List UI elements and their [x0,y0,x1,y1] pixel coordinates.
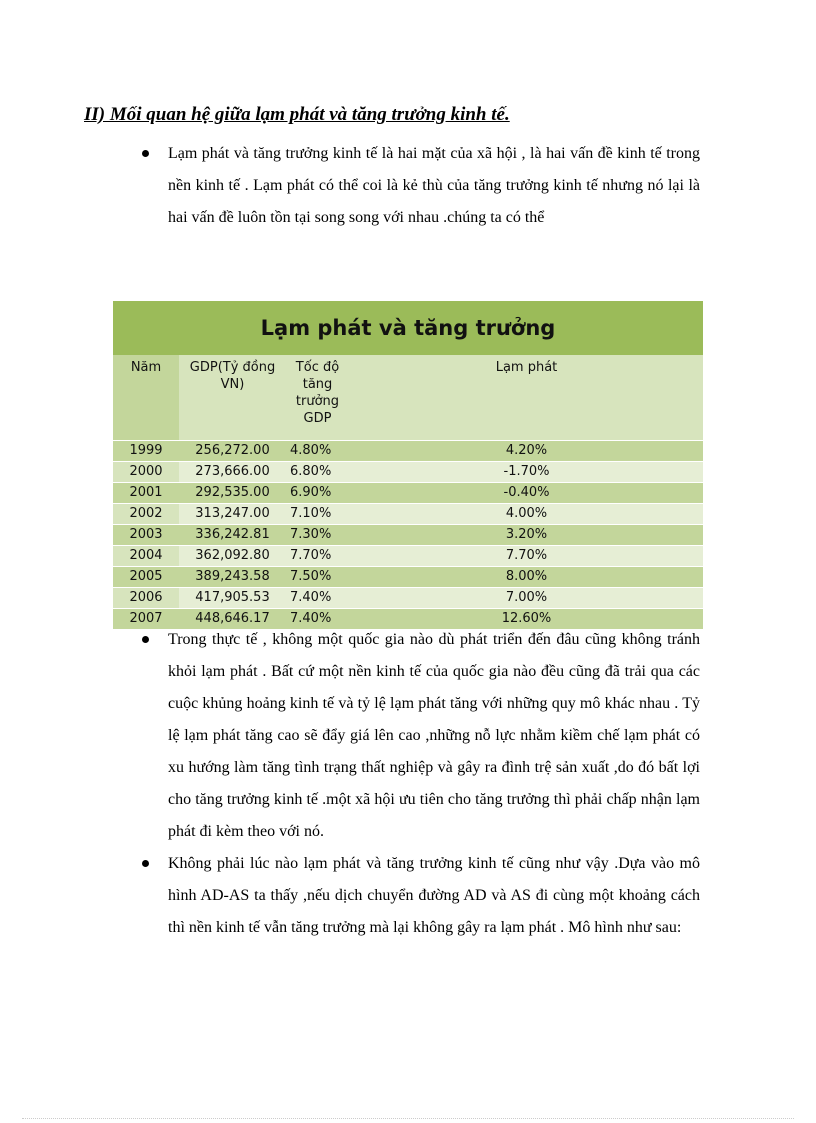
section-heading: II) Mối quan hệ giữa lạm phát và tăng trưởng kinh tế. [84,104,510,125]
header-gdp-growth: Tốc độ tăng trưởng GDP [286,355,350,441]
cell-gdp-growth: 7.50% [286,567,350,588]
cell-year: 2000 [113,462,179,483]
body-bullet-item [140,848,700,944]
cell-gdp: 313,247.00 [179,504,286,525]
table-row [113,504,703,525]
cell-gdp: 292,535.00 [179,483,286,504]
cell-gdp-growth: 6.90% [286,483,350,504]
intro-bullet-item [140,138,700,234]
body-bullet-text: Không phải lúc nào lạm phát và tăng trưởng kinh tế cũng như vậy .Dựa vào mô hình AD-AS ta thấy ,nếu dịch chuyển đường AD và AS đi cùng một khoảng cách thì nền kinh tế vẫn tăng trưởng mà lại không gây ra lạm phát . Mô hình như sau: [168,855,700,936]
cell-year: 2001 [113,483,179,504]
page-bottom-divider [22,1118,794,1119]
cell-inflation: 7.70% [350,546,703,567]
cell-inflation: 12.60% [350,609,703,630]
intro-bullet-text: Lạm phát và tăng trưởng kinh tế là hai mặt của xã hội , là hai vấn đề kinh tế trong nền kinh tế . Lạm phát có thể coi là kẻ thù của tăng trưởng kinh tế nhưng nó lại là hai vấn đề luôn tồn tại song song với nhau .chúng ta có thể [168,145,700,226]
cell-inflation: -1.70% [350,462,703,483]
body-bullet-text: Trong thực tế , không một quốc gia nào dù phát triển đến đâu cũng không tránh khỏi lạm phát . Bất cứ một nền kinh tế của quốc gia nào đều cũng đã trải qua các cuộc khủng hoảng kinh tế và tỷ lệ lạm phát tăng với những quy mô khác nhau . Tỷ lệ lạm phát tăng cao sẽ đẩy giá lên cao ,những nỗ lực nhằm kiềm chế lạm phát có xu hướng làm tăng tình trạng thất nghiệp và gây ra đình trệ sản xuất ,do đó bất lợi cho tăng trưởng kinh tế .một xã hội ưu tiên cho tăng trưởng thì phải chấp nhận lạm phát đi kèm theo với nó. [168,631,700,840]
bullet-dot-icon [142,860,149,867]
body-bullet-item [140,624,700,848]
table-body [113,441,703,630]
cell-inflation: 4.00% [350,504,703,525]
inflation-growth-table [113,301,703,629]
cell-inflation: -0.40% [350,483,703,504]
cell-gdp-growth: 4.80% [286,441,350,462]
cell-gdp: 362,092.80 [179,546,286,567]
intro-bullet-list [140,138,700,234]
cell-inflation: 8.00% [350,567,703,588]
cell-gdp-growth: 6.80% [286,462,350,483]
cell-inflation: 4.20% [350,441,703,462]
cell-gdp: 273,666.00 [179,462,286,483]
table-row [113,588,703,609]
body-bullet-list [140,624,700,944]
cell-gdp-growth: 7.40% [286,609,350,630]
table-row [113,462,703,483]
bullet-dot-icon [142,150,149,157]
cell-year: 2007 [113,609,179,630]
table-row [113,546,703,567]
cell-gdp-growth: 7.40% [286,588,350,609]
cell-year: 2005 [113,567,179,588]
table-row [113,525,703,546]
cell-inflation: 3.20% [350,525,703,546]
cell-gdp-growth: 7.70% [286,546,350,567]
cell-gdp: 256,272.00 [179,441,286,462]
cell-gdp: 389,243.58 [179,567,286,588]
cell-gdp: 417,905.53 [179,588,286,609]
cell-gdp-growth: 7.30% [286,525,350,546]
table-title: Lạm phát và tăng trưởng [113,301,703,355]
header-year: Năm [113,355,179,441]
cell-gdp: 336,242.81 [179,525,286,546]
cell-year: 2002 [113,504,179,525]
table-row [113,441,703,462]
cell-year: 2006 [113,588,179,609]
bullet-dot-icon [142,636,149,643]
table-row [113,567,703,588]
cell-year: 1999 [113,441,179,462]
data-table [113,355,703,629]
header-gdp: GDP(Tỷ đồng VN) [179,355,286,441]
cell-gdp: 448,646.17 [179,609,286,630]
cell-gdp-growth: 7.10% [286,504,350,525]
cell-inflation: 7.00% [350,588,703,609]
table-row [113,483,703,504]
cell-year: 2004 [113,546,179,567]
cell-year: 2003 [113,525,179,546]
table-header-row [113,355,703,441]
header-inflation: Lạm phát [350,355,703,441]
